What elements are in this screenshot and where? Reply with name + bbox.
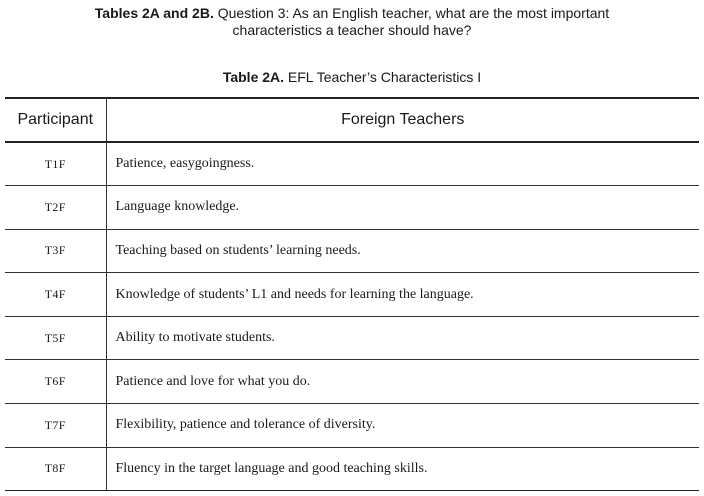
- table-row: [5, 229, 699, 273]
- characteristics-cell: Ability to motivate students.: [115, 330, 275, 346]
- table-row: [5, 273, 699, 317]
- participant-cell: T3F: [5, 229, 106, 273]
- characteristics-cell: Flexibility, patience and tolerance of diversity.: [115, 417, 376, 433]
- participant-cell: T5F: [5, 316, 106, 360]
- table-row: [5, 142, 699, 186]
- caption-line-2: characteristics a teacher should have?: [232, 22, 472, 38]
- participant-cell: T7F: [5, 404, 106, 448]
- table-row: [5, 316, 699, 360]
- table-caption-title: EFL Teacher’s Characteristics I: [287, 69, 482, 85]
- participant-cell: T8F: [5, 447, 106, 491]
- header-foreign-teachers: Foreign Teachers: [341, 111, 465, 128]
- characteristics-table: [5, 97, 699, 491]
- participant-cell: T2F: [5, 186, 106, 230]
- table-body: [5, 142, 699, 491]
- characteristics-cell: Teaching based on students’ learning needs.: [115, 242, 361, 258]
- caption-label: Tables 2A and 2B.: [94, 5, 214, 21]
- caption-question: Question 3: As an English teacher, what are the most important: [217, 5, 610, 21]
- caption-line-1: [0, 5, 704, 22]
- table-row: [5, 360, 699, 404]
- participant-cell: T6F: [5, 360, 106, 404]
- header-row: [5, 98, 699, 142]
- participant-cell: T1F: [5, 142, 106, 186]
- header-participant: Participant: [5, 98, 106, 142]
- characteristics-cell: Patience and love for what you do.: [115, 373, 311, 389]
- table-row: [5, 186, 699, 230]
- table-row: [5, 447, 699, 491]
- characteristics-table-container: [5, 97, 699, 491]
- table-header: [5, 98, 699, 142]
- characteristics-cell: Fluency in the target language and good teaching skills.: [115, 460, 428, 476]
- table-caption: [0, 69, 704, 86]
- table-caption-label: Table 2A.: [222, 69, 285, 85]
- characteristics-cell: Knowledge of students’ L1 and needs for learning the language.: [115, 286, 474, 302]
- characteristics-cell: Patience, easygoingness.: [115, 156, 255, 172]
- table-row: [5, 404, 699, 448]
- document-caption: [0, 5, 704, 39]
- participant-cell: T4F: [5, 273, 106, 317]
- characteristics-cell: Language knowledge.: [115, 199, 240, 215]
